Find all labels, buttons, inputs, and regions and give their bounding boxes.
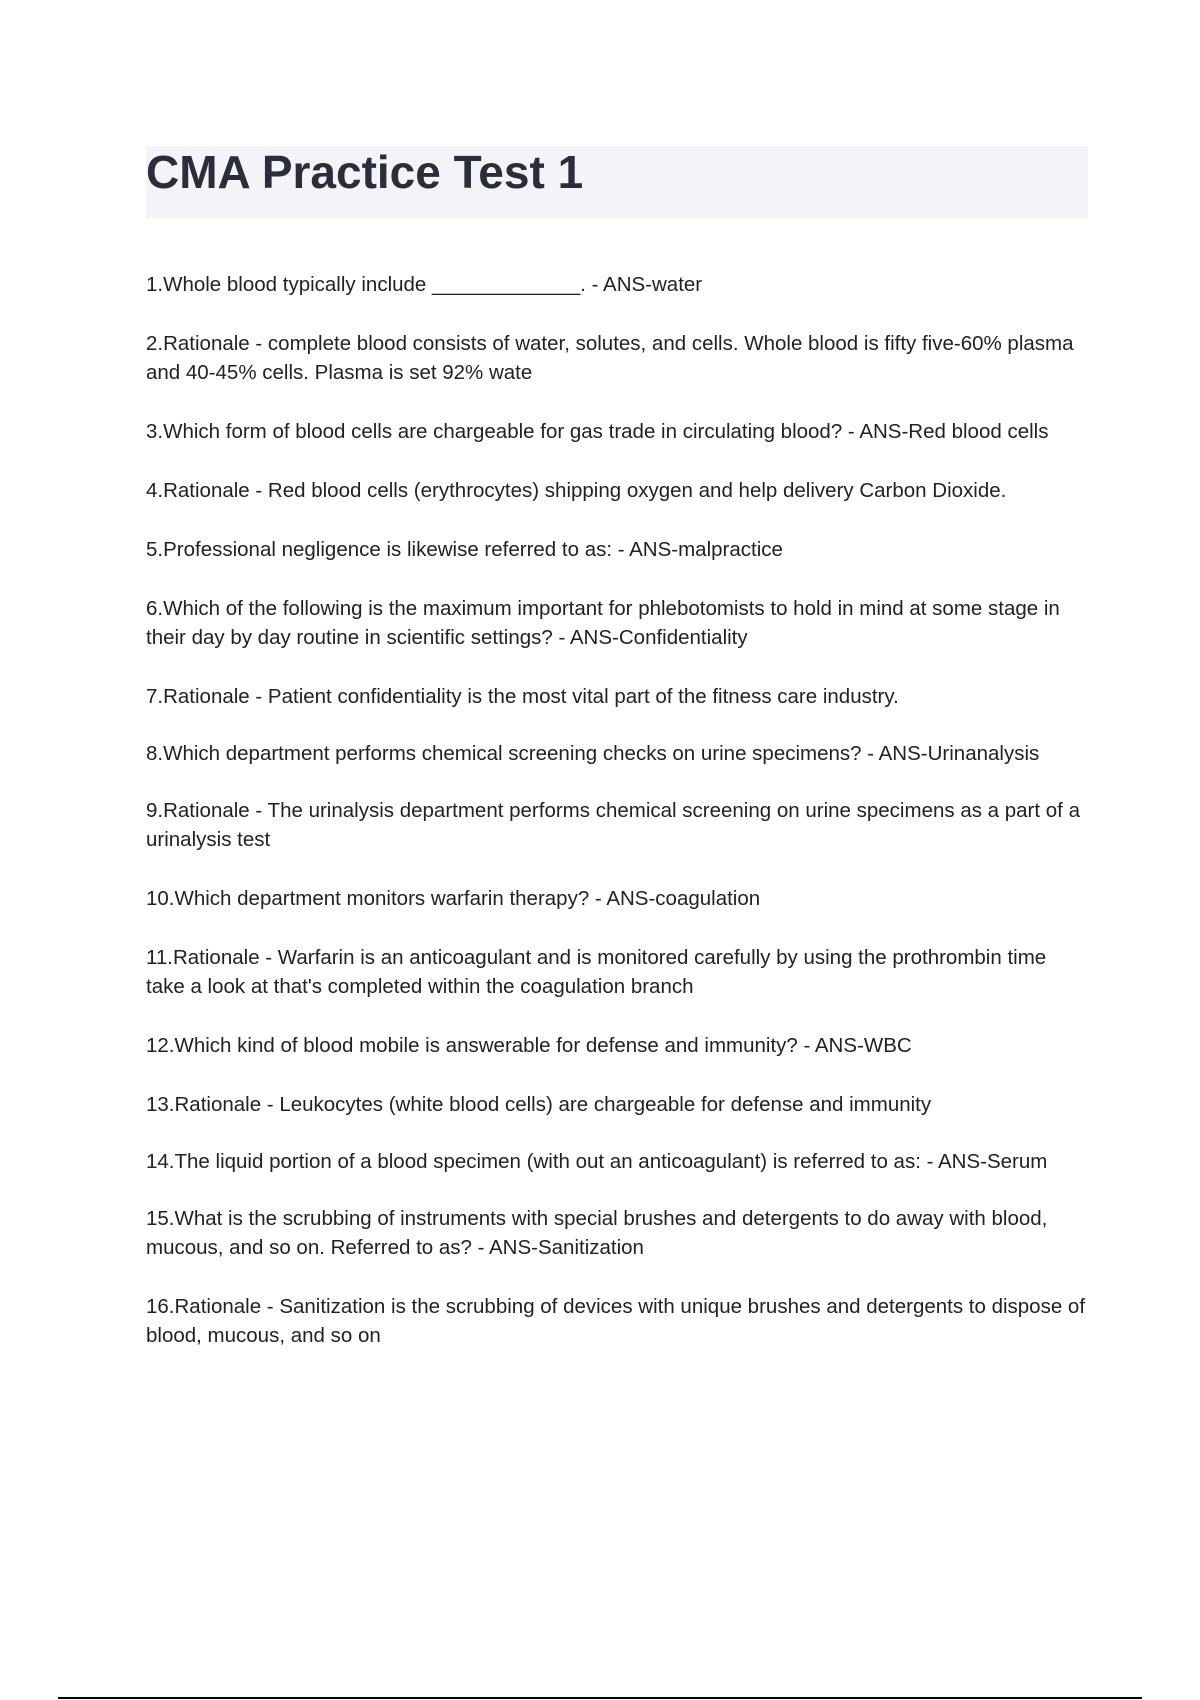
qa-item-12: 12.Which kind of blood mobile is answerable for defense and immunity? - ANS-WBC	[146, 1034, 912, 1057]
footer-rule	[58, 1697, 1142, 1699]
qa-item-14: 14.The liquid portion of a blood specimen (with out an anticoagulant) is referred to as: - ANS-Serum	[146, 1150, 1048, 1173]
qa-item-8: 8.Which department performs chemical screening checks on urine specimens? - ANS-Urinanalysis	[146, 742, 1040, 765]
qa-item-10: 10.Which department monitors warfarin therapy? - ANS-coagulation	[146, 887, 761, 910]
qa-item-5: 5.Professional negligence is likewise referred to as: - ANS-malpractice	[146, 538, 783, 561]
qa-item-6: 6.Which of the following is the maximum important for phlebotomists to hold in mind at some stage in their day by day routine in scientific settings? - ANS-Confidentiality	[146, 597, 1060, 649]
qa-item-4: 4.Rationale - Red blood cells (erythrocytes) shipping oxygen and help delivery Carbon Dioxide.	[146, 479, 1007, 502]
title-band	[146, 146, 1088, 218]
qa-item-13: 13.Rationale - Leukocytes (white blood cells) are chargeable for defense and immunity	[146, 1093, 932, 1116]
qa-item-9: 9.Rationale - The urinalysis department performs chemical screening on urine specimens as a part of a urinalysis test	[146, 799, 1080, 851]
qa-item-2: 2.Rationale - complete blood consists of water, solutes, and cells. Whole blood is fifty five-60% plasma and 40-45% cells. Plasma is set 92% wate	[146, 332, 1074, 384]
qa-item-7: 7.Rationale - Patient confidentiality is the most vital part of the fitness care industry.	[146, 685, 899, 708]
qa-item-3: 3.Which form of blood cells are chargeable for gas trade in circulating blood? - ANS-Red blood cells	[146, 420, 1049, 443]
qa-item-15: 15.What is the scrubbing of instruments with special brushes and detergents to do away with blood, mucous, and so on. Referred to as? - ANS-Sanitization	[146, 1207, 1048, 1259]
qa-item-16: 16.Rationale - Sanitization is the scrubbing of devices with unique brushes and detergents to dispose of blood, mucous, and so on	[146, 1295, 1086, 1347]
qa-list	[146, 270, 1088, 1350]
qa-item-1: 1.Whole blood typically include _____________. - ANS-water	[146, 273, 703, 296]
qa-item-11: 11.Rationale - Warfarin is an anticoagulant and is monitored carefully by using the prothrombin time take a look at that's completed within the coagulation branch	[146, 946, 1047, 998]
page-title: CMA Practice Test 1	[146, 146, 584, 198]
